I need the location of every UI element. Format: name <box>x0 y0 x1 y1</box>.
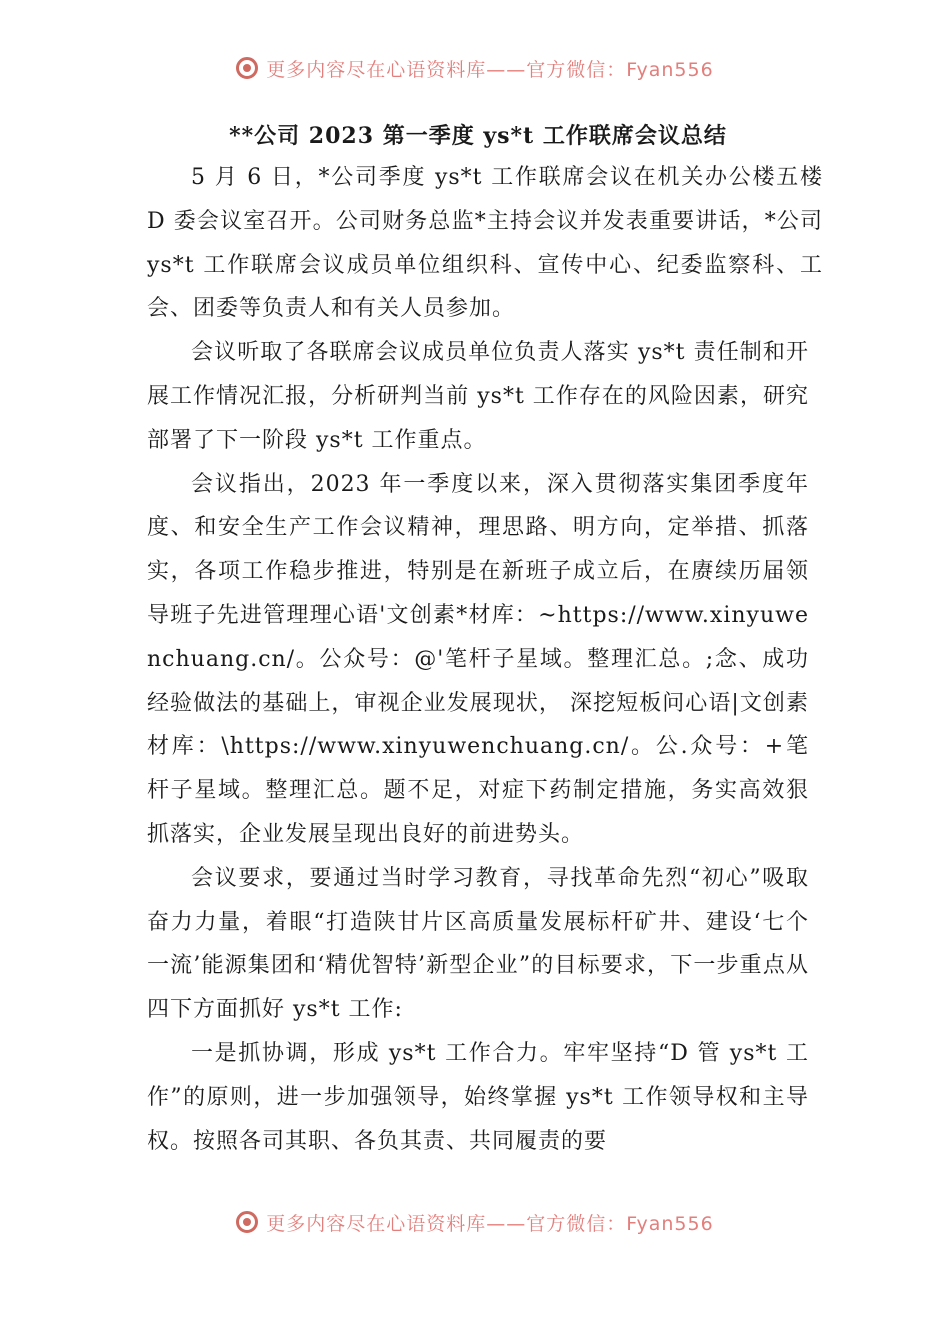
paragraph-meeting-agenda: 会议听取了各联席会议成员单位负责人落实 ys*t 责任制和开展工作情况汇报，分析研判当前 ys*t 工作存在的风险因素，研究部署了下一阶段 ys*t 工作重点。 <box>147 340 809 453</box>
paragraph-meeting-intro: 5 月 6 日，*公司季度 ys*t 工作联席会议在机关办公楼五楼 D 委会议室召开。公司财务总监*主持会议并发表重要讲话，*公司 ys*t 工作联席会议成员单位组织科、宣传中心、纪委监察科、工会、团委等负责人和有关人员参加。 <box>147 165 823 322</box>
watermark-text: 更多内容尽在心语资料库——官方微信：Fyan556 <box>266 1212 714 1235</box>
red-circle-logo-icon <box>236 57 258 79</box>
document-page <box>147 118 823 1163</box>
footer-watermark <box>0 1204 950 1240</box>
paragraph-meeting-points: 会议指出，2023 年一季度以来，深入贯彻落实集团季度年度、和安全生产工作会议精神，理思路、明方向，定举措、抓落实，各项工作稳步推进，特别是在新班子成立后，在赓续历届领导班子先进管理理心语'文创素*材库：~https://www.xinyuwenchuang.cn/。公众号：@'笔杆子星域。整理汇总。;念、成功经验做法的基础上，审视企业发展现状， 深挖短板问心语|文创素材库：\https://www.xinyuwenchuang.cn/。公.众号：+笔杆子星域。整理汇总。题不足，对症下药制定措施，务实高效狠抓落实，企业发展呈现出良好的前进势头。 <box>147 471 809 847</box>
paragraph-meeting-requirements: 会议要求，要通过当时学习教育，寻找革命先烈“初心”吸取奋力力量，着眼“打造陕甘片区高质量发展标杆矿井、建设‘七个一流’能源集团和‘精优智特’新型企业”的目标要求，下一步重点从四下方面抓好 ys*t 工作: <box>147 865 809 1023</box>
red-circle-logo-icon <box>236 1211 258 1233</box>
paragraph-first-measure: 一是抓协调，形成 ys*t 工作合力。牢牢坚持“D 管 ys*t 工作”的原则，进一步加强领导，始终掌握 ys*t 工作领导权和主导权。按照各司其职、各负其责、共同履责的要 <box>147 1040 809 1154</box>
document-title: **公司 2023 第一季度 ys*t 工作联席会议总结 <box>229 123 727 149</box>
watermark-text: 更多内容尽在心语资料库——官方微信：Fyan556 <box>266 58 714 81</box>
header-watermark <box>0 50 950 86</box>
